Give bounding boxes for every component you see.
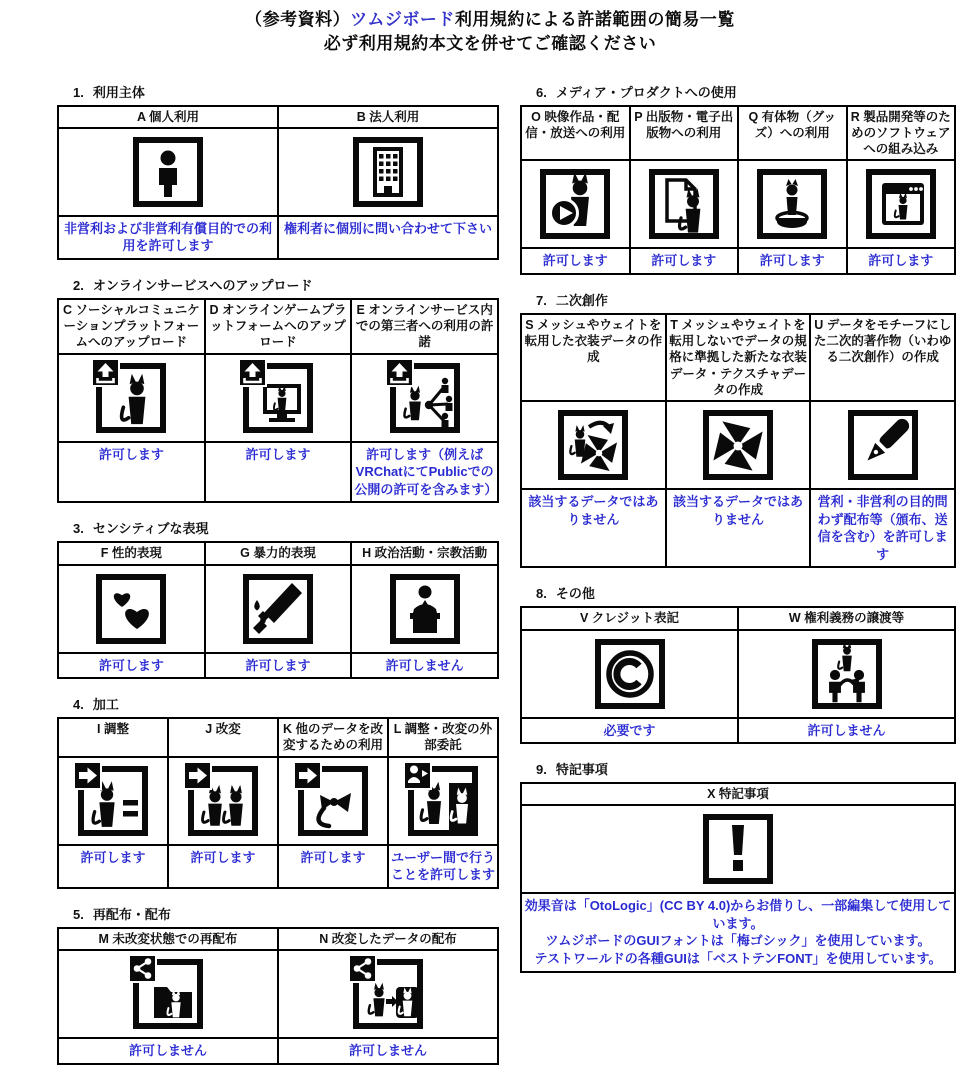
section-number: 7. (536, 292, 547, 308)
icon-cell-R (847, 160, 956, 248)
section-title: オンラインサービスへのアップロード (92, 277, 313, 293)
section-number: 9. (536, 762, 547, 778)
status-row (58, 845, 498, 888)
section-title: 利用主体 (92, 84, 145, 100)
transfer-icon (807, 634, 887, 714)
header-G: G 暴力的表現 (205, 542, 352, 564)
section-title: 二次創作 (555, 292, 608, 308)
upload-share-icon (385, 358, 465, 438)
section-heading (536, 583, 956, 602)
goods-icon (752, 164, 832, 244)
status-row (521, 718, 955, 744)
clothing-icon (698, 405, 778, 485)
header-row (58, 106, 498, 128)
icon-row (521, 805, 955, 893)
status-W: 許可しません (738, 718, 955, 744)
icon-row (521, 160, 955, 248)
header-F: F 性的表現 (58, 542, 205, 564)
section-title: 加工 (92, 697, 119, 713)
icon-row (521, 401, 955, 489)
icon-cell-S (521, 401, 666, 489)
header-V: V クレジット表記 (521, 607, 738, 629)
icon-row (58, 128, 498, 216)
section-6 (520, 82, 956, 275)
status-R: 許可します (847, 248, 956, 274)
status-N: 許可しません (278, 1038, 498, 1064)
icon-cell-O (521, 160, 630, 248)
header-D: D オンラインゲームプラットフォームへのアップロード (205, 299, 352, 354)
section-heading (536, 82, 956, 101)
section-number: 6. (536, 84, 547, 100)
header-J: J 改変 (168, 718, 278, 757)
status-S: 該当するデータではありません (521, 489, 666, 567)
upload-social-icon (91, 358, 171, 438)
pen-icon (843, 405, 923, 485)
header-T: T メッシュやウェイトを転用しないでデータの規格に準拠した新たな衣装データ・テクスチャデータの作成 (666, 314, 811, 401)
status-row (58, 442, 498, 503)
section-7 (520, 290, 956, 568)
header-row (521, 314, 955, 401)
status-row (521, 248, 955, 274)
header-row (58, 542, 498, 564)
icon-cell-F (58, 565, 205, 653)
status-P: 許可します (630, 248, 739, 274)
modify-icon (183, 761, 263, 841)
modify-other-data-icon (293, 761, 373, 841)
permission-table (57, 541, 499, 679)
icon-cell-D (205, 354, 352, 442)
status-T: 該当するデータではありません (666, 489, 811, 567)
video-icon (535, 164, 615, 244)
status-row (58, 653, 498, 679)
title-brand: ツムジボード (350, 10, 455, 29)
section-4 (57, 694, 499, 889)
title-suffix: 利用規約による許諾範囲の簡易一覧 (454, 10, 735, 29)
icon-row (58, 354, 498, 442)
icon-cell-V (521, 630, 738, 718)
header-row (521, 106, 955, 161)
icon-row (58, 757, 498, 845)
section-number: 5. (73, 906, 84, 922)
icon-cell-T (666, 401, 811, 489)
header-W: W 権利義務の譲渡等 (738, 607, 955, 629)
permission-table (520, 606, 956, 744)
header-row (58, 299, 498, 354)
icon-row (58, 565, 498, 653)
header-X: X 特記事項 (521, 783, 955, 805)
section-5 (57, 904, 499, 1065)
header-row (521, 607, 955, 629)
section-title: センシティブな表現 (92, 521, 209, 537)
header-E: E オンラインサービス内での第三者への利用の許諾 (351, 299, 498, 354)
status-Q: 許可します (738, 248, 847, 274)
section-number: 2. (73, 277, 84, 293)
status-B: 権利者に個別に問い合わせて下さい (278, 216, 498, 259)
icon-cell-E (351, 354, 498, 442)
upload-game-icon (238, 358, 318, 438)
icon-cell-G (205, 565, 352, 653)
section-heading (536, 290, 956, 309)
section-8 (520, 583, 956, 744)
header-S: S メッシュやウェイトを転用した衣装データの作成 (521, 314, 666, 401)
status-M: 許可しません (58, 1038, 278, 1064)
content-columns (57, 82, 956, 1080)
status-note-line: ツムジボードのGUIフォントは「梅ゴシック」を使用しています。 (545, 933, 931, 949)
icon-cell-K (278, 757, 388, 845)
status-C: 許可します (58, 442, 205, 503)
outsource-icon (403, 761, 483, 841)
section-number: 3. (73, 521, 84, 537)
status-O: 許可します (521, 248, 630, 274)
icon-cell-I (58, 757, 168, 845)
header-K: K 他のデータを改変するための利用 (278, 718, 388, 757)
status-X (521, 893, 955, 971)
permission-table (57, 717, 499, 889)
status-F: 許可します (58, 653, 205, 679)
icon-cell-B (278, 128, 498, 216)
permission-table (57, 105, 499, 260)
status-row (58, 216, 498, 259)
building-icon (348, 132, 428, 212)
header-P: P 出版物・電子出版物への利用 (630, 106, 739, 161)
icon-cell-J (168, 757, 278, 845)
page-title (0, 8, 980, 32)
status-note-line: 効果音は「OtoLogic」(CC BY 4.0)からお借りし、一部編集して使用しています。 (524, 898, 952, 931)
section-title: 再配布・配布 (92, 906, 171, 922)
section-number: 1. (73, 84, 84, 100)
header-row (58, 718, 498, 757)
status-V: 必要です (521, 718, 738, 744)
header-B: B 法人利用 (278, 106, 498, 128)
header-O: O 映像作品・配信・放送への利用 (521, 106, 630, 161)
section-heading (73, 275, 499, 294)
podium-icon (385, 569, 465, 649)
status-L: ユーザー間で行うことを許可します (388, 845, 498, 888)
permission-table (57, 927, 499, 1065)
section-number: 8. (536, 586, 547, 602)
icon-cell-C (58, 354, 205, 442)
icon-cell-X (521, 805, 955, 893)
hearts-icon (91, 569, 171, 649)
exclamation-icon (698, 809, 778, 889)
section-2 (57, 275, 499, 503)
section-heading (73, 518, 499, 537)
icon-cell-P (630, 160, 739, 248)
header-row (58, 928, 498, 950)
status-J: 許可します (168, 845, 278, 888)
icon-row (521, 630, 955, 718)
icon-row (58, 950, 498, 1038)
header-C: C ソーシャルコミュニケーションプラットフォームへのアップロード (58, 299, 205, 354)
mesh-reuse-icon (553, 405, 633, 485)
page-subtitle: 必ず利用規約本文を併せてご確認ください (323, 33, 657, 53)
status-G: 許可します (205, 653, 352, 679)
header-R: R 製品開発等のためのソフトウェアへの組み込み (847, 106, 956, 161)
section-3 (57, 518, 499, 679)
status-note-line: テストワールドの各種GUIは「ベストテンFONT」を使用しています。 (534, 951, 942, 967)
status-D: 許可します (205, 442, 352, 503)
header-M: M 未改変状態での再配布 (58, 928, 278, 950)
section-heading (73, 694, 499, 713)
section-title: その他 (555, 586, 595, 602)
header-I: I 調整 (58, 718, 168, 757)
icon-cell-M (58, 950, 278, 1038)
section-heading (536, 759, 956, 778)
permission-table (57, 298, 499, 503)
section-title: メディア・プロダクトへの使用 (555, 84, 737, 100)
permission-table (520, 313, 956, 568)
status-A: 非営利および非営利有償目的での利用を許可します (58, 216, 278, 259)
status-E: 許可します（例えばVRChatにてPublicでの公開の許可を含みます） (351, 442, 498, 503)
icon-cell-Q (738, 160, 847, 248)
distribute-modified-icon (348, 954, 428, 1034)
status-H: 許可しません (351, 653, 498, 679)
header-U: U データをモチーフにした二次的著作物（いわゆる二次創作）の作成 (810, 314, 955, 401)
status-row (521, 489, 955, 567)
title-prefix: （参考資料） (245, 10, 351, 29)
header-H: H 政治活動・宗教活動 (351, 542, 498, 564)
icon-cell-N (278, 950, 498, 1038)
section-number: 4. (73, 697, 84, 713)
section-heading (73, 82, 499, 101)
icon-cell-L (388, 757, 498, 845)
copyright-icon (590, 634, 670, 714)
header-Q: Q 有体物（グッズ）への利用 (738, 106, 847, 161)
icon-cell-U (810, 401, 955, 489)
person-icon (128, 132, 208, 212)
header-L: L 調整・改変の外部委託 (388, 718, 498, 757)
status-U: 営利・非営利の目的問わず配布等（頒布、送信を含む）を許可します (810, 489, 955, 567)
section-1 (57, 82, 499, 260)
section-9 (520, 759, 956, 972)
header-row (521, 783, 955, 805)
left-column (57, 82, 499, 1080)
right-column (520, 82, 956, 988)
icon-cell-H (351, 565, 498, 653)
redistribute-icon (128, 954, 208, 1034)
section-title: 特記事項 (555, 762, 608, 778)
adjust-icon (73, 761, 153, 841)
header-N: N 改変したデータの配布 (278, 928, 498, 950)
section-heading (73, 904, 499, 923)
icon-cell-A (58, 128, 278, 216)
permission-table (520, 782, 956, 972)
header-A: A 個人利用 (58, 106, 278, 128)
status-K: 許可します (278, 845, 388, 888)
permission-table (520, 105, 956, 275)
status-row (521, 893, 955, 971)
icon-cell-W (738, 630, 955, 718)
publication-icon (644, 164, 724, 244)
knife-icon (238, 569, 318, 649)
status-I: 許可します (58, 845, 168, 888)
software-icon (861, 164, 941, 244)
status-row (58, 1038, 498, 1064)
